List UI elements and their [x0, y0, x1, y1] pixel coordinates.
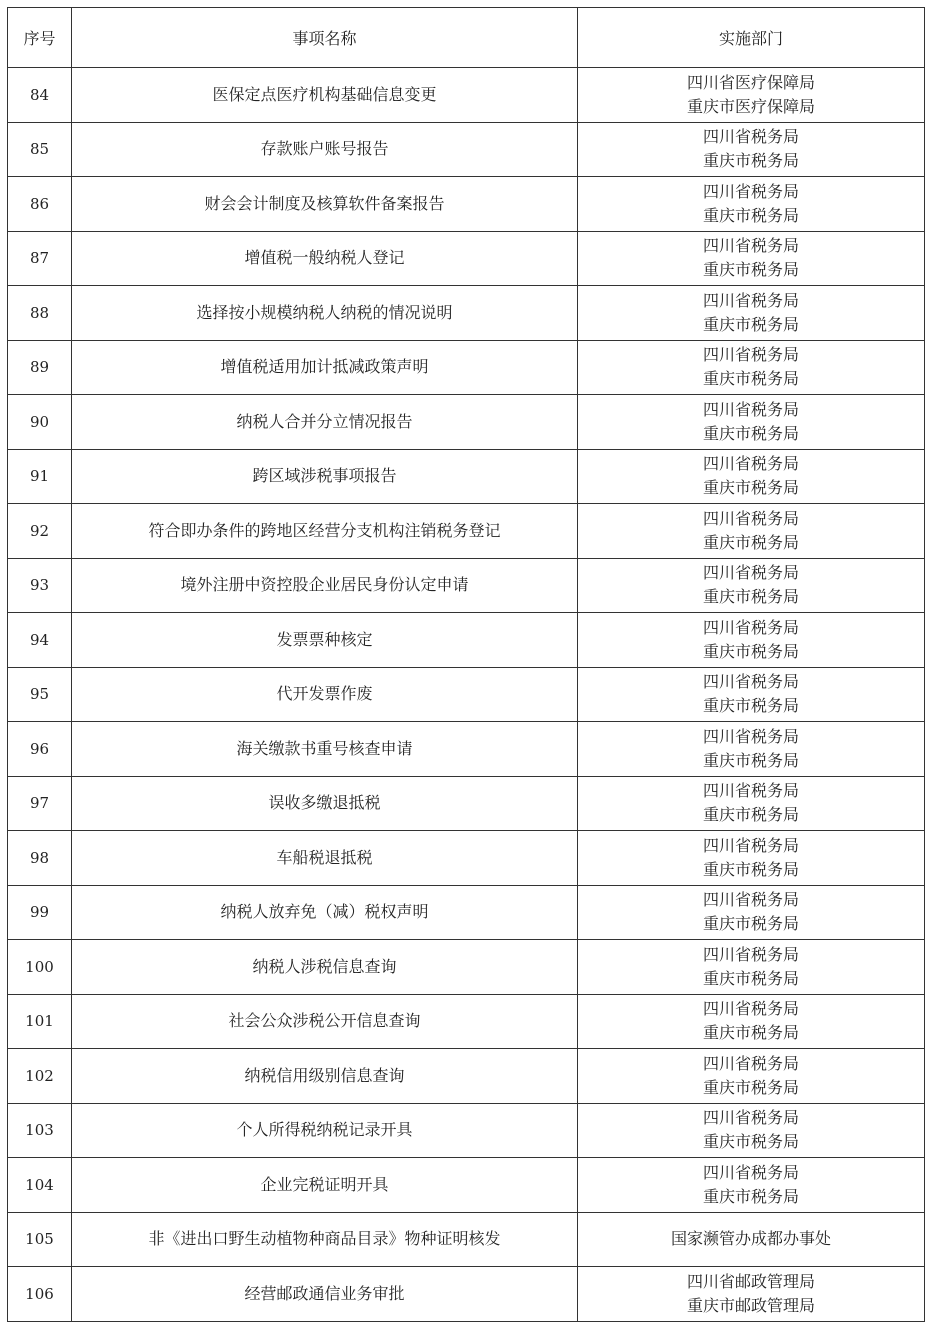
cell-serial-number: 88 — [8, 286, 72, 341]
table-row — [8, 722, 925, 777]
table-row — [8, 1212, 925, 1267]
cell-serial-number: 101 — [8, 994, 72, 1049]
department-line: 四川省税务局 — [702, 999, 799, 1019]
cell-item-name: 增值税适用加计抵减政策声明 — [72, 340, 578, 395]
department-line: 四川省税务局 — [702, 726, 799, 746]
cell-department — [578, 395, 925, 450]
department-line: 重庆市税务局 — [702, 369, 799, 389]
cell-serial-number: 89 — [8, 340, 72, 395]
cell-item-name: 财会会计制度及核算软件备案报告 — [72, 177, 578, 232]
department-line: 四川省税务局 — [702, 944, 799, 964]
department-line: 四川省税务局 — [702, 890, 799, 910]
department-line: 四川省医疗保障局 — [686, 72, 815, 92]
department-line: 四川省税务局 — [702, 454, 799, 474]
cell-item-name: 发票票种核定 — [72, 613, 578, 668]
department-line: 重庆市税务局 — [702, 532, 799, 552]
department-line: 四川省税务局 — [702, 1053, 799, 1073]
cell-item-name: 存款账户账号报告 — [72, 122, 578, 177]
cell-serial-number: 106 — [8, 1267, 72, 1322]
cell-department — [578, 940, 925, 995]
department-line: 重庆市税务局 — [702, 641, 799, 661]
department-line: 重庆市税务局 — [702, 914, 799, 934]
table-row — [8, 68, 925, 123]
department-line: 国家濒管办成都办事处 — [670, 1229, 831, 1249]
cell-item-name: 非《进出口野生动植物种商品目录》物种证明核发 — [72, 1212, 578, 1267]
cell-item-name: 误收多缴退抵税 — [72, 776, 578, 831]
department-line: 四川省税务局 — [702, 781, 799, 801]
department-line: 重庆市税务局 — [702, 478, 799, 498]
cell-item-name: 个人所得税纳税记录开具 — [72, 1103, 578, 1158]
table-row — [8, 395, 925, 450]
cell-item-name: 纳税人放弃免（减）税权声明 — [72, 885, 578, 940]
cell-department — [578, 122, 925, 177]
cell-item-name: 纳税人合并分立情况报告 — [72, 395, 578, 450]
table-row — [8, 776, 925, 831]
cell-department — [578, 558, 925, 613]
department-line: 四川省税务局 — [702, 508, 799, 528]
table-body — [8, 68, 925, 1322]
header-serial-number: 序号 — [8, 8, 72, 68]
cell-department — [578, 1267, 925, 1322]
header-item-name: 事项名称 — [72, 8, 578, 68]
department-line: 重庆市税务局 — [702, 205, 799, 225]
cell-item-name: 车船税退抵税 — [72, 831, 578, 886]
department-line: 四川省税务局 — [702, 835, 799, 855]
cell-serial-number: 84 — [8, 68, 72, 123]
department-line: 重庆市税务局 — [702, 423, 799, 443]
department-line: 重庆市税务局 — [702, 750, 799, 770]
cell-serial-number: 97 — [8, 776, 72, 831]
cell-department — [578, 1049, 925, 1104]
cell-serial-number: 99 — [8, 885, 72, 940]
cell-department — [578, 776, 925, 831]
department-line: 重庆市税务局 — [702, 696, 799, 716]
cell-serial-number: 87 — [8, 231, 72, 286]
table-row — [8, 286, 925, 341]
table-row — [8, 558, 925, 613]
department-line: 四川省税务局 — [702, 617, 799, 637]
cell-serial-number: 100 — [8, 940, 72, 995]
table-row — [8, 1049, 925, 1104]
cell-department — [578, 722, 925, 777]
table-row — [8, 1103, 925, 1158]
cell-department — [578, 504, 925, 559]
cell-department — [578, 667, 925, 722]
cell-serial-number: 95 — [8, 667, 72, 722]
department-line: 四川省税务局 — [702, 181, 799, 201]
cell-item-name: 符合即办条件的跨地区经营分支机构注销税务登记 — [72, 504, 578, 559]
cell-department — [578, 831, 925, 886]
cell-serial-number: 102 — [8, 1049, 72, 1104]
department-line: 四川省税务局 — [702, 236, 799, 256]
table-row — [8, 340, 925, 395]
table-row — [8, 177, 925, 232]
cell-department — [578, 231, 925, 286]
cell-serial-number: 85 — [8, 122, 72, 177]
cell-item-name: 增值税一般纳税人登记 — [72, 231, 578, 286]
department-line: 四川省税务局 — [702, 127, 799, 147]
cell-serial-number: 104 — [8, 1158, 72, 1213]
table-row — [8, 940, 925, 995]
table-row — [8, 449, 925, 504]
cell-department — [578, 449, 925, 504]
cell-department — [578, 1103, 925, 1158]
department-line: 四川省税务局 — [702, 1162, 799, 1182]
table-row — [8, 1267, 925, 1322]
department-line: 四川省税务局 — [702, 1108, 799, 1128]
department-line: 四川省税务局 — [702, 345, 799, 365]
cell-item-name: 选择按小规模纳税人纳税的情况说明 — [72, 286, 578, 341]
department-line: 重庆市税务局 — [702, 1077, 799, 1097]
department-line: 重庆市税务局 — [702, 859, 799, 879]
cell-department — [578, 994, 925, 1049]
item-table — [7, 7, 925, 1322]
cell-department — [578, 1212, 925, 1267]
department-line: 四川省税务局 — [702, 290, 799, 310]
cell-serial-number: 86 — [8, 177, 72, 232]
cell-department — [578, 613, 925, 668]
department-line: 重庆市税务局 — [702, 314, 799, 334]
department-line: 重庆市税务局 — [702, 1132, 799, 1152]
cell-item-name: 纳税信用级别信息查询 — [72, 1049, 578, 1104]
header-department: 实施部门 — [578, 8, 925, 68]
cell-serial-number: 98 — [8, 831, 72, 886]
cell-department — [578, 68, 925, 123]
department-line: 重庆市税务局 — [702, 1186, 799, 1206]
table-row — [8, 667, 925, 722]
cell-item-name: 纳税人涉税信息查询 — [72, 940, 578, 995]
table-row — [8, 122, 925, 177]
cell-item-name: 代开发票作废 — [72, 667, 578, 722]
cell-department — [578, 286, 925, 341]
table-row — [8, 1158, 925, 1213]
document-table-wrapper — [7, 7, 924, 1322]
cell-serial-number: 91 — [8, 449, 72, 504]
cell-serial-number: 90 — [8, 395, 72, 450]
cell-department — [578, 340, 925, 395]
cell-item-name: 社会公众涉税公开信息查询 — [72, 994, 578, 1049]
cell-serial-number: 103 — [8, 1103, 72, 1158]
department-line: 重庆市税务局 — [702, 587, 799, 607]
cell-department — [578, 885, 925, 940]
department-line: 重庆市税务局 — [702, 805, 799, 825]
cell-serial-number: 93 — [8, 558, 72, 613]
department-line: 重庆市医疗保障局 — [686, 96, 815, 116]
department-line: 四川省邮政管理局 — [686, 1271, 815, 1291]
table-row — [8, 994, 925, 1049]
table-row — [8, 831, 925, 886]
department-line: 重庆市邮政管理局 — [686, 1295, 815, 1315]
cell-department — [578, 1158, 925, 1213]
department-line: 四川省税务局 — [702, 563, 799, 583]
table-header-row — [8, 8, 925, 68]
department-line: 四川省税务局 — [702, 399, 799, 419]
department-line: 重庆市税务局 — [702, 968, 799, 988]
table-row — [8, 504, 925, 559]
cell-item-name: 境外注册中资控股企业居民身份认定申请 — [72, 558, 578, 613]
cell-item-name: 海关缴款书重号核查申请 — [72, 722, 578, 777]
table-row — [8, 613, 925, 668]
cell-serial-number: 105 — [8, 1212, 72, 1267]
cell-item-name: 企业完税证明开具 — [72, 1158, 578, 1213]
table-row — [8, 231, 925, 286]
cell-serial-number: 94 — [8, 613, 72, 668]
cell-item-name: 医保定点医疗机构基础信息变更 — [72, 68, 578, 123]
department-line: 四川省税务局 — [702, 672, 799, 692]
cell-department — [578, 177, 925, 232]
cell-serial-number: 96 — [8, 722, 72, 777]
table-row — [8, 885, 925, 940]
department-line: 重庆市税务局 — [702, 1023, 799, 1043]
cell-item-name: 跨区域涉税事项报告 — [72, 449, 578, 504]
cell-serial-number: 92 — [8, 504, 72, 559]
department-line: 重庆市税务局 — [702, 260, 799, 280]
department-line: 重庆市税务局 — [702, 151, 799, 171]
cell-item-name: 经营邮政通信业务审批 — [72, 1267, 578, 1322]
